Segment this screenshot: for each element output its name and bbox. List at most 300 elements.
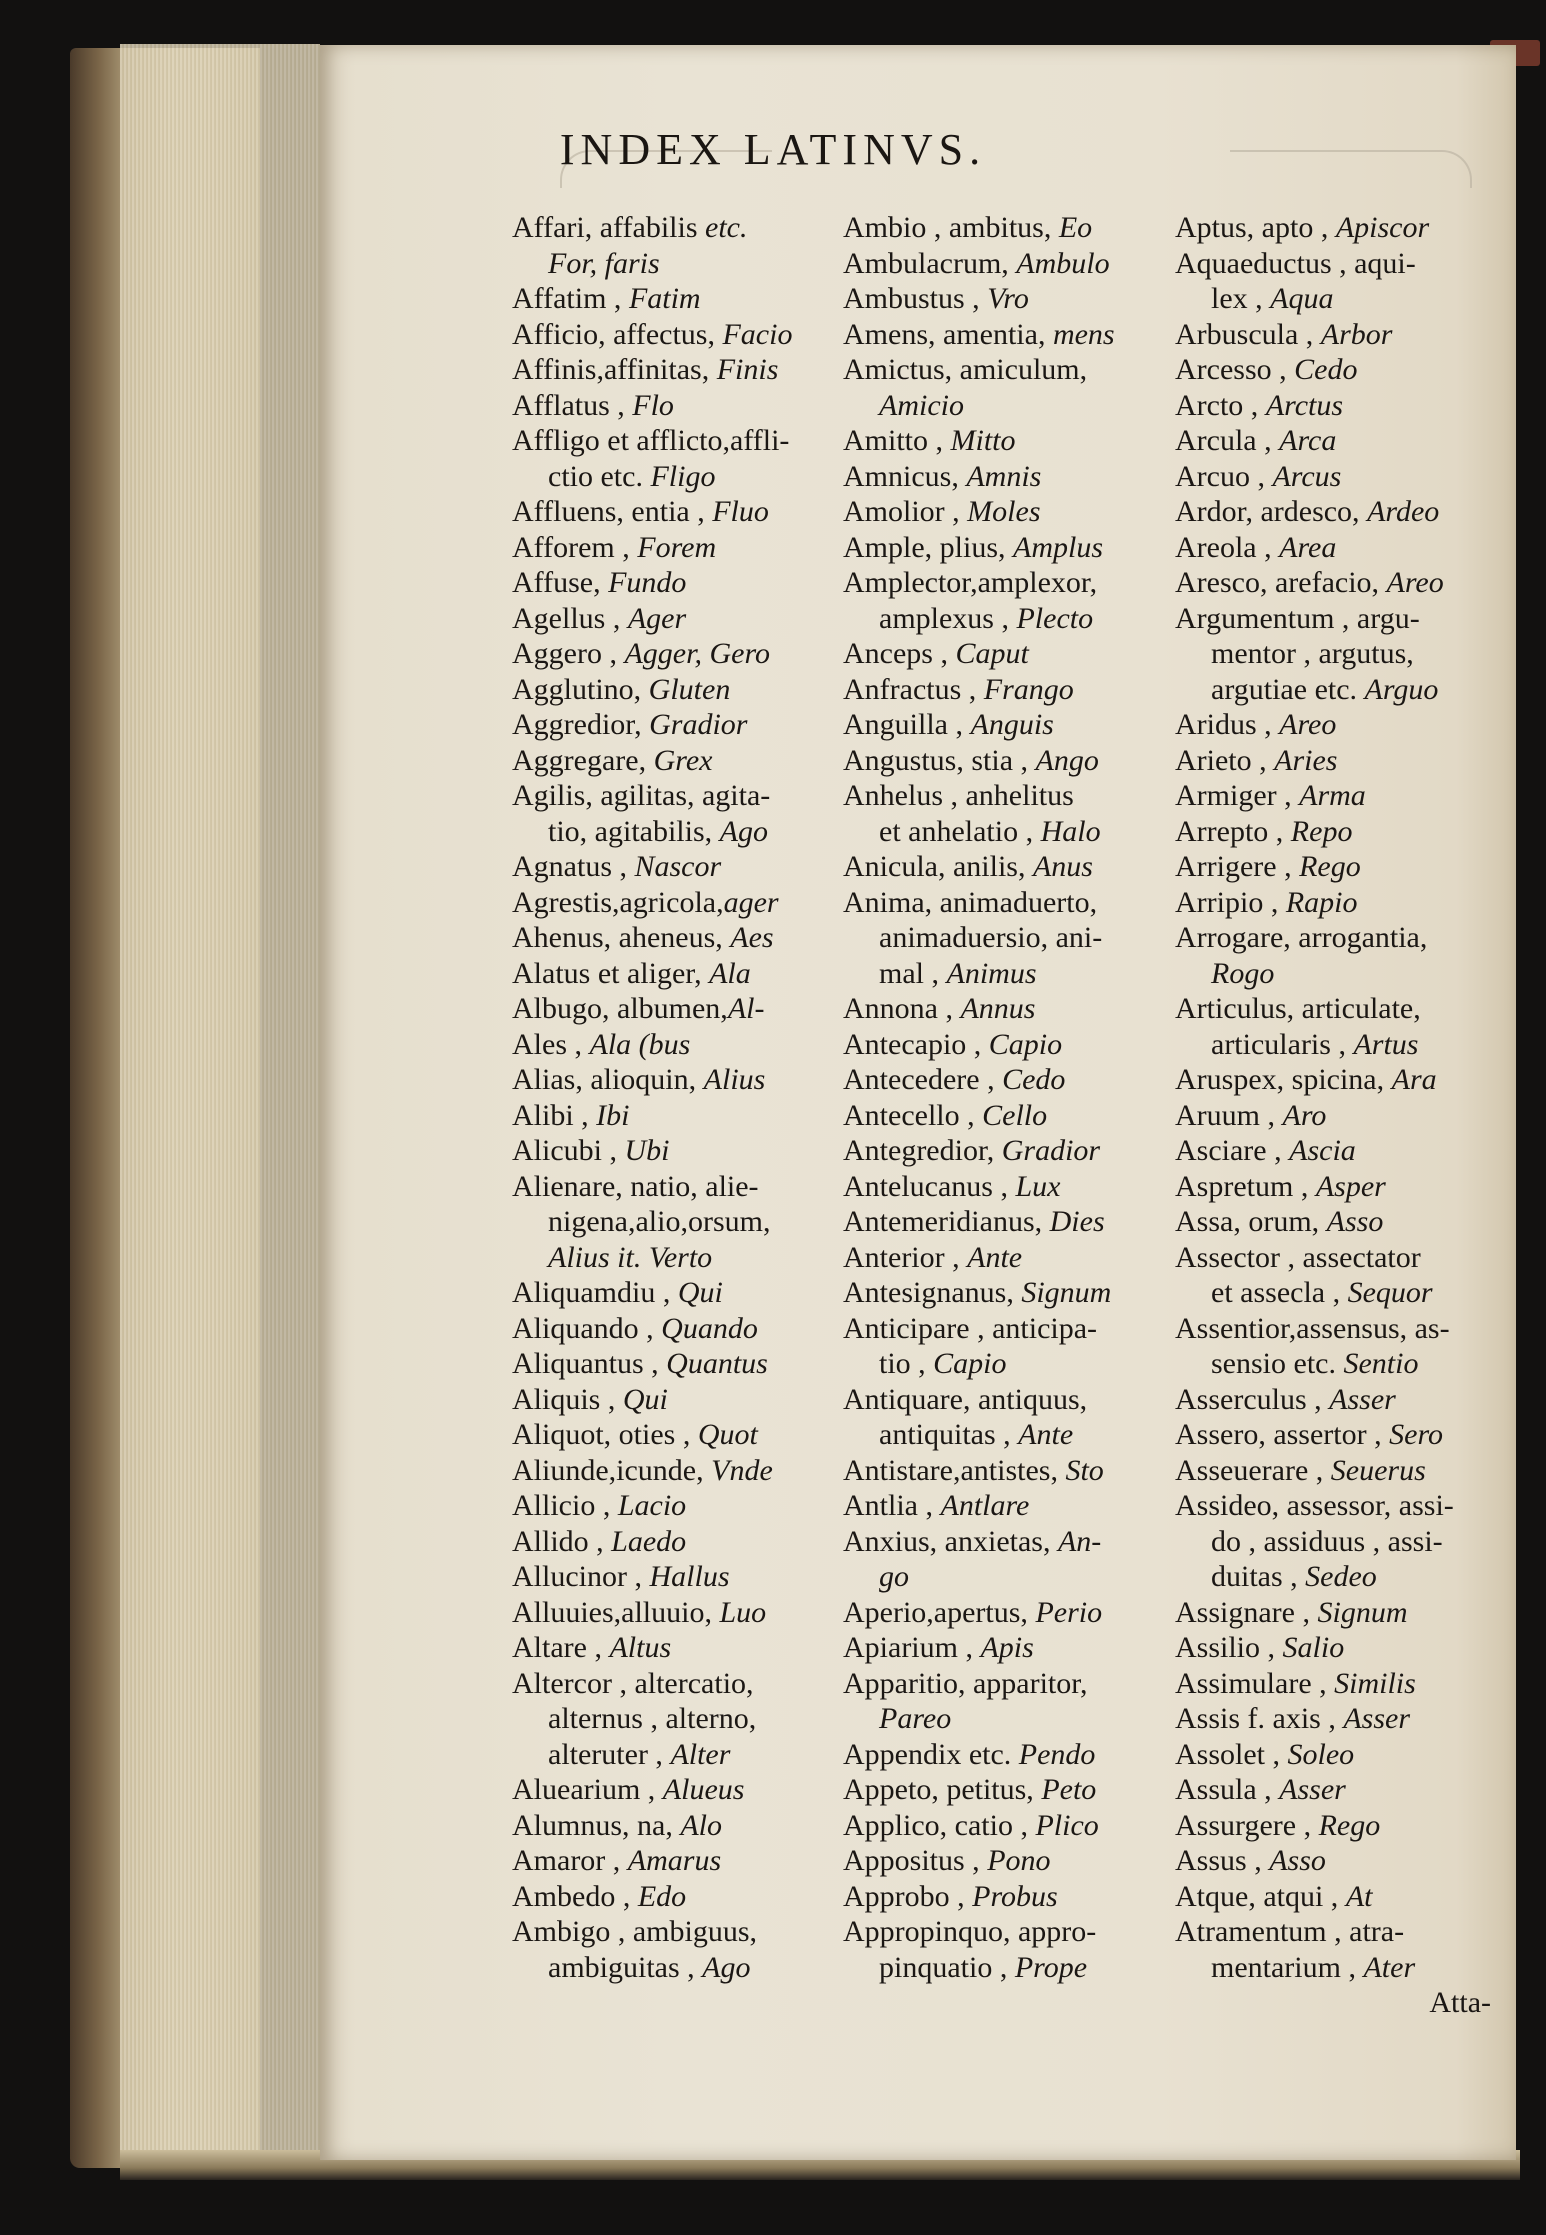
entry-text: Afforem , xyxy=(512,530,638,564)
index-entry xyxy=(512,352,832,388)
entry-reference: Perio xyxy=(1035,1595,1103,1629)
entry-reference: Arcus xyxy=(1272,459,1342,493)
index-entry xyxy=(512,1595,832,1631)
entry-text: Amplector,amplexor, xyxy=(843,566,1098,599)
entry-reference: Agger, Gero xyxy=(624,637,771,670)
entry-reference: Laedo xyxy=(611,1524,687,1558)
entry-text: ambiguitas , xyxy=(548,1950,703,1984)
entry-reference: Forem xyxy=(637,530,717,564)
entry-reference: Ager xyxy=(627,601,687,635)
index-entry xyxy=(843,1417,1165,1453)
index-entry xyxy=(1175,1985,1491,2021)
index-entry xyxy=(1175,1133,1491,1169)
index-entry xyxy=(512,459,832,495)
entry-text: Aresco, arefacio, xyxy=(1175,566,1387,599)
entry-reference: Signum xyxy=(1021,1276,1112,1309)
entry-text: Alienare, natio, alie- xyxy=(512,1169,759,1203)
entry-reference: ager xyxy=(723,885,779,919)
entry-text: Areola , xyxy=(1175,530,1280,564)
entry-text: Aggero , xyxy=(512,637,625,670)
index-entry xyxy=(843,1311,1165,1347)
entry-text: Atque, atqui , xyxy=(1175,1879,1346,1913)
entry-reference: go xyxy=(879,1560,909,1593)
entry-text: Aliquantus , xyxy=(512,1347,667,1380)
index-entry xyxy=(512,1737,832,1773)
entry-text: Atramentum , atra- xyxy=(1175,1915,1405,1948)
index-entry xyxy=(1175,672,1491,708)
entry-reference: Halo xyxy=(1040,814,1101,848)
entry-text: Ardor, ardesco, xyxy=(1175,495,1368,528)
index-entry xyxy=(512,1701,832,1737)
index-entry xyxy=(512,814,832,850)
entry-reference: Ante xyxy=(967,1240,1023,1274)
entry-text: Arrogare, arrogantia, xyxy=(1175,921,1428,954)
entry-reference: Capio xyxy=(933,1347,1007,1380)
entry-text: Assero, assertor , xyxy=(1175,1418,1390,1451)
entry-reference: Ara xyxy=(1391,1063,1437,1096)
entry-text: Assentior,assensus, as- xyxy=(1175,1311,1450,1345)
index-entry xyxy=(1175,1630,1491,1666)
index-entry xyxy=(843,885,1165,921)
index-entry xyxy=(1175,920,1491,956)
index-entry xyxy=(1175,636,1491,672)
index-entry xyxy=(1175,743,1491,779)
entry-reference: Ala xyxy=(709,956,751,990)
entry-text: argutiae etc. xyxy=(1211,672,1365,706)
page-title: INDEX LATINVS. xyxy=(559,125,987,174)
index-entry xyxy=(843,459,1165,495)
entry-text: Antelucanus , xyxy=(843,1169,1016,1203)
index-entry xyxy=(512,636,832,672)
index-entry xyxy=(843,281,1165,317)
entry-text: Arrigere , xyxy=(1175,850,1300,883)
entry-reference: Eo xyxy=(1058,211,1093,244)
index-entry xyxy=(843,1453,1165,1489)
index-entry xyxy=(512,317,832,353)
entry-reference: Artus xyxy=(1353,1027,1419,1061)
entry-text: Assilio , xyxy=(1175,1631,1283,1664)
entry-text: Atta- xyxy=(1429,1986,1491,2019)
index-entry xyxy=(512,1808,832,1844)
entry-text: Altercor , altercatio, xyxy=(512,1666,754,1700)
entry-reference: Capio xyxy=(988,1027,1063,1061)
index-entry xyxy=(843,601,1165,637)
entry-reference: Alter xyxy=(670,1737,731,1771)
entry-reference: Animus xyxy=(946,956,1037,990)
index-entry xyxy=(1175,1843,1491,1879)
index-entry xyxy=(1175,1559,1491,1595)
entry-text: Aliunde,icunde, xyxy=(512,1453,712,1487)
entry-reference: Alueus xyxy=(662,1773,745,1806)
entry-reference: Moles xyxy=(967,495,1041,528)
entry-text: Apiarium , xyxy=(843,1631,981,1664)
index-entry xyxy=(512,1453,832,1489)
index-entry xyxy=(843,246,1165,282)
index-entry xyxy=(512,1062,832,1098)
entry-reference: Rogo xyxy=(1211,956,1275,990)
entry-text: nigena,alio,orsum, xyxy=(548,1205,771,1238)
entry-text: Annona , xyxy=(843,992,961,1025)
index-entry xyxy=(512,1417,832,1453)
entry-text: Angustus, stia , xyxy=(843,743,1036,777)
entry-reference: Ubi xyxy=(624,1134,670,1167)
index-entry xyxy=(512,1311,832,1347)
entry-text: Anfractus , xyxy=(843,672,984,706)
entry-reference: Sequor xyxy=(1347,1276,1433,1309)
index-column-3 xyxy=(1175,210,1491,2021)
index-entry xyxy=(1175,246,1491,282)
index-entry xyxy=(1175,317,1491,353)
entry-text: Ambio , ambitus, xyxy=(843,211,1059,244)
entry-reference: Prope xyxy=(1014,1950,1088,1984)
entry-reference: Luo xyxy=(719,1595,767,1629)
entry-reference: Arma xyxy=(1299,779,1366,812)
entry-text: Antiquare, antiquus, xyxy=(843,1382,1088,1416)
entry-reference: Facio xyxy=(722,317,793,351)
entry-text: tio, agitabilis, xyxy=(548,814,720,848)
entry-text: Allicio , xyxy=(512,1489,618,1522)
entry-reference: Lux xyxy=(1015,1169,1061,1203)
entry-text: Aliquando , xyxy=(512,1311,662,1345)
entry-reference: Areo xyxy=(1279,708,1337,741)
entry-text: Aliquamdiu , xyxy=(512,1276,678,1309)
index-column-1 xyxy=(512,210,832,1985)
entry-text: Aggredior, xyxy=(512,708,650,741)
index-entry xyxy=(1175,1595,1491,1631)
entry-reference: Anus xyxy=(1032,850,1093,883)
entry-reference: Soleo xyxy=(1287,1737,1355,1771)
index-entry xyxy=(512,778,832,814)
entry-text: Appropinquo, appro- xyxy=(843,1915,1097,1948)
entry-text: Antecapio , xyxy=(843,1027,989,1061)
entry-reference: Aries xyxy=(1274,743,1338,777)
index-entry xyxy=(1175,1808,1491,1844)
entry-text: Anceps , xyxy=(843,637,956,670)
entry-text: Ambustus , xyxy=(843,282,988,315)
entry-reference: Fligo xyxy=(650,459,716,493)
index-entry xyxy=(843,352,1165,388)
index-entry xyxy=(1175,1737,1491,1773)
entry-text: Alicubi , xyxy=(512,1134,625,1167)
entry-reference: Vro xyxy=(987,282,1029,315)
entry-reference: Peto xyxy=(1041,1773,1097,1806)
entry-reference: Gradior xyxy=(1001,1134,1101,1167)
index-entry xyxy=(1175,1524,1491,1560)
index-entry xyxy=(1175,1772,1491,1808)
entry-text: Agnatus , xyxy=(512,850,635,883)
entry-reference: Asser xyxy=(1329,1382,1396,1416)
entry-text: Ahenus, aheneus, xyxy=(512,921,731,954)
index-entry xyxy=(843,1240,1165,1276)
index-entry xyxy=(1175,1488,1491,1524)
entry-text: mal , xyxy=(879,956,947,990)
entry-reference: Fundo xyxy=(608,566,687,599)
index-entry xyxy=(843,494,1165,530)
index-entry xyxy=(1175,1879,1491,1915)
entry-reference: Signum xyxy=(1317,1595,1408,1629)
index-entry xyxy=(512,672,832,708)
entry-reference: Similis xyxy=(1334,1666,1416,1700)
index-entry xyxy=(512,423,832,459)
index-entry xyxy=(1175,956,1491,992)
index-entry xyxy=(512,1346,832,1382)
entry-text: alteruter , xyxy=(548,1737,671,1771)
entry-text: Affatim , xyxy=(512,282,629,315)
entry-text: articularis , xyxy=(1211,1027,1354,1061)
entry-reference: etc. xyxy=(705,211,748,244)
index-entry xyxy=(512,1488,832,1524)
entry-reference: Gradior xyxy=(649,708,748,741)
index-entry xyxy=(512,1950,832,1986)
entry-text: Aperio,apertus, xyxy=(843,1595,1036,1629)
index-entry xyxy=(843,1275,1165,1311)
entry-text: Ales , xyxy=(512,1027,590,1061)
entry-text: Assis f. axis , xyxy=(1175,1702,1344,1735)
entry-reference: Arbor xyxy=(1320,317,1393,351)
index-entry xyxy=(1175,1701,1491,1737)
index-entry xyxy=(843,636,1165,672)
index-entry xyxy=(512,991,832,1027)
entry-text: Anticipare , anticipa- xyxy=(843,1311,1098,1345)
index-entry xyxy=(843,1879,1165,1915)
entry-text: Allucinor , xyxy=(512,1560,650,1593)
index-entry xyxy=(843,1950,1165,1986)
index-entry xyxy=(512,1169,832,1205)
entry-text: Argumentum , argu- xyxy=(1175,601,1420,635)
index-entry xyxy=(843,530,1165,566)
index-entry xyxy=(843,1843,1165,1879)
entry-text: Agrestis,agricola, xyxy=(512,885,724,919)
entry-reference: Asser xyxy=(1343,1702,1411,1735)
index-entry xyxy=(1175,1453,1491,1489)
entry-reference: Areo xyxy=(1386,566,1444,599)
entry-reference: Cello xyxy=(982,1098,1048,1132)
index-entry xyxy=(1175,1169,1491,1205)
entry-reference: Hallus xyxy=(649,1560,730,1593)
index-entry xyxy=(1175,1204,1491,1240)
entry-reference: Amicio xyxy=(879,388,964,422)
entry-text: Arcuo , xyxy=(1175,459,1273,493)
entry-text: Arcto , xyxy=(1175,388,1266,422)
entry-reference: Arctus xyxy=(1265,388,1344,422)
entry-reference: Gluten xyxy=(648,672,731,706)
index-entry xyxy=(843,672,1165,708)
entry-reference: Aes xyxy=(730,921,774,954)
entry-text: Aridus , xyxy=(1175,708,1280,741)
entry-text: Arrepto , xyxy=(1175,814,1291,848)
index-entry xyxy=(512,956,832,992)
index-entry xyxy=(512,1559,832,1595)
index-entry xyxy=(843,1524,1165,1560)
entry-reference: Ala (bus xyxy=(589,1027,691,1061)
entry-text: Antemeridianus, xyxy=(843,1205,1050,1238)
index-entry xyxy=(843,1204,1165,1240)
entry-text: Approbo , xyxy=(843,1879,973,1913)
entry-reference: Ascia xyxy=(1289,1134,1356,1167)
index-entry xyxy=(843,565,1165,601)
entry-text: Affari, affabilis xyxy=(512,211,705,244)
entry-reference: Sto xyxy=(1065,1453,1104,1487)
entry-text: Afficio, affectus, xyxy=(512,317,723,351)
entry-text: pinquatio , xyxy=(879,1950,1015,1984)
entry-text: Anicula, anilis, xyxy=(843,850,1033,883)
entry-text: Amictus, amiculum, xyxy=(843,353,1088,386)
index-entry xyxy=(1175,210,1491,246)
entry-reference: Pareo xyxy=(879,1702,952,1735)
index-entry xyxy=(512,885,832,921)
index-entry xyxy=(512,1879,832,1915)
entry-reference: Vnde xyxy=(711,1453,773,1487)
entry-text: Agglutino, xyxy=(512,672,649,706)
entry-reference: Ango xyxy=(1035,743,1099,777)
index-entry xyxy=(843,920,1165,956)
index-entry xyxy=(1175,388,1491,424)
index-entry xyxy=(1175,707,1491,743)
index-entry xyxy=(843,1595,1165,1631)
entry-text: Asserculus , xyxy=(1175,1382,1330,1416)
index-entry xyxy=(1175,530,1491,566)
index-entry xyxy=(843,1169,1165,1205)
index-entry xyxy=(512,1524,832,1560)
entry-text: Agilis, agilitas, agita- xyxy=(512,779,771,812)
entry-text: Antlia , xyxy=(843,1489,941,1522)
entry-text: amplexus , xyxy=(879,601,1017,635)
index-entry xyxy=(1175,565,1491,601)
index-entry xyxy=(512,1204,832,1240)
index-entry xyxy=(512,849,832,885)
index-entry xyxy=(512,246,832,282)
entry-text: Affligo et afflicto,affli- xyxy=(512,424,790,457)
entry-reference: Asso xyxy=(1326,1205,1384,1238)
entry-text: Aruspex, spicina, xyxy=(1175,1063,1392,1096)
entry-text: Aliquot, oties , xyxy=(512,1418,698,1451)
entry-reference: Al- xyxy=(727,992,765,1025)
index-entry xyxy=(843,1630,1165,1666)
index-entry xyxy=(843,707,1165,743)
entry-reference: Rego xyxy=(1318,1808,1381,1842)
entry-text: Aluearium , xyxy=(512,1773,663,1806)
index-entry xyxy=(1175,1346,1491,1382)
entry-reference: Qui xyxy=(677,1276,723,1309)
entry-reference: Sentio xyxy=(1343,1347,1419,1380)
entry-reference: At xyxy=(1345,1879,1373,1913)
entry-reference: Ardeo xyxy=(1367,495,1440,528)
entry-reference: Amarus xyxy=(627,1844,722,1877)
index-entry xyxy=(843,1772,1165,1808)
index-entry xyxy=(843,956,1165,992)
entry-reference: Asper xyxy=(1315,1169,1386,1203)
entry-text: Affluens, entia , xyxy=(512,495,713,528)
entry-reference: Fatim xyxy=(628,282,701,315)
entry-reference: Dies xyxy=(1049,1205,1105,1238)
entry-text: Antecedere , xyxy=(843,1063,1003,1096)
index-entry xyxy=(512,1133,832,1169)
index-entry xyxy=(512,1027,832,1063)
entry-text: Appendix etc. xyxy=(843,1737,1019,1771)
index-entry xyxy=(512,530,832,566)
entry-text: Amaror , xyxy=(512,1844,628,1877)
index-entry xyxy=(1175,849,1491,885)
index-entry xyxy=(843,991,1165,1027)
entry-text: Albugo, albumen, xyxy=(512,992,728,1025)
entry-text: Asseuerare , xyxy=(1175,1453,1331,1487)
entry-text: Assolet , xyxy=(1175,1737,1288,1771)
entry-text: Altare , xyxy=(512,1631,610,1664)
entry-reference: Mitto xyxy=(950,424,1016,457)
entry-text: Asciare , xyxy=(1175,1134,1290,1167)
entry-reference: Annus xyxy=(960,992,1036,1025)
entry-reference: Asser xyxy=(1279,1773,1346,1806)
entry-text: Anterior , xyxy=(843,1240,968,1274)
entry-text: Anguilla , xyxy=(843,708,971,741)
index-entry xyxy=(1175,1275,1491,1311)
index-entry xyxy=(1175,1098,1491,1134)
index-entry xyxy=(1175,1950,1491,1986)
entry-reference: Ago xyxy=(702,1950,751,1984)
entry-reference: Area xyxy=(1279,530,1337,564)
entry-reference: Pendo xyxy=(1018,1737,1096,1771)
entry-reference: Sero xyxy=(1389,1418,1444,1451)
entry-text: antiquitas , xyxy=(879,1418,1019,1451)
page-stack xyxy=(120,44,320,2174)
index-entry xyxy=(512,601,832,637)
index-entry xyxy=(1175,1666,1491,1702)
index-entry xyxy=(1175,778,1491,814)
entry-reference: Alius xyxy=(703,1063,766,1096)
index-entry xyxy=(843,210,1165,246)
index-entry xyxy=(512,1914,832,1950)
entry-text: Amens, amentia, xyxy=(843,317,1053,351)
index-entry xyxy=(1175,459,1491,495)
index-entry xyxy=(843,423,1165,459)
index-entry xyxy=(1175,1240,1491,1276)
index-entry xyxy=(1175,1062,1491,1098)
entry-reference: Edo xyxy=(637,1879,687,1913)
entry-reference: Altus xyxy=(609,1631,672,1664)
index-entry xyxy=(512,1240,832,1276)
entry-reference: Nascor xyxy=(634,850,722,883)
entry-reference: For, faris xyxy=(548,246,660,280)
index-entry xyxy=(1175,991,1491,1027)
entry-reference: Alo xyxy=(680,1808,722,1842)
index-entry xyxy=(843,1488,1165,1524)
entry-text: Appeto, petitus, xyxy=(843,1773,1042,1806)
entry-reference: Rego xyxy=(1299,850,1361,883)
entry-reference: Asso xyxy=(1269,1844,1326,1877)
index-entry xyxy=(843,317,1165,353)
index-entry xyxy=(512,1843,832,1879)
entry-reference: Flo xyxy=(632,388,674,422)
entry-reference: mens xyxy=(1052,317,1115,351)
entry-reference: Antlare xyxy=(940,1489,1030,1522)
entry-reference: Apis xyxy=(980,1631,1034,1664)
entry-text: Applico, catio , xyxy=(843,1808,1036,1842)
index-entry xyxy=(512,210,832,246)
index-entry xyxy=(843,1346,1165,1382)
entry-text: Ambigo , ambiguus, xyxy=(512,1915,757,1948)
entry-text: Ambedo , xyxy=(512,1879,638,1913)
entry-text: Antecello , xyxy=(843,1098,983,1132)
entry-text: mentor , argutus, xyxy=(1211,637,1414,670)
entry-reference: Aro xyxy=(1282,1098,1327,1132)
entry-text: Arieto , xyxy=(1175,743,1275,777)
index-entry xyxy=(843,1027,1165,1063)
entry-text: duitas , xyxy=(1211,1560,1306,1593)
entry-reference: Fluo xyxy=(712,495,769,528)
index-entry xyxy=(843,1133,1165,1169)
index-entry xyxy=(1175,1914,1491,1950)
entry-reference: Caput xyxy=(955,637,1029,670)
